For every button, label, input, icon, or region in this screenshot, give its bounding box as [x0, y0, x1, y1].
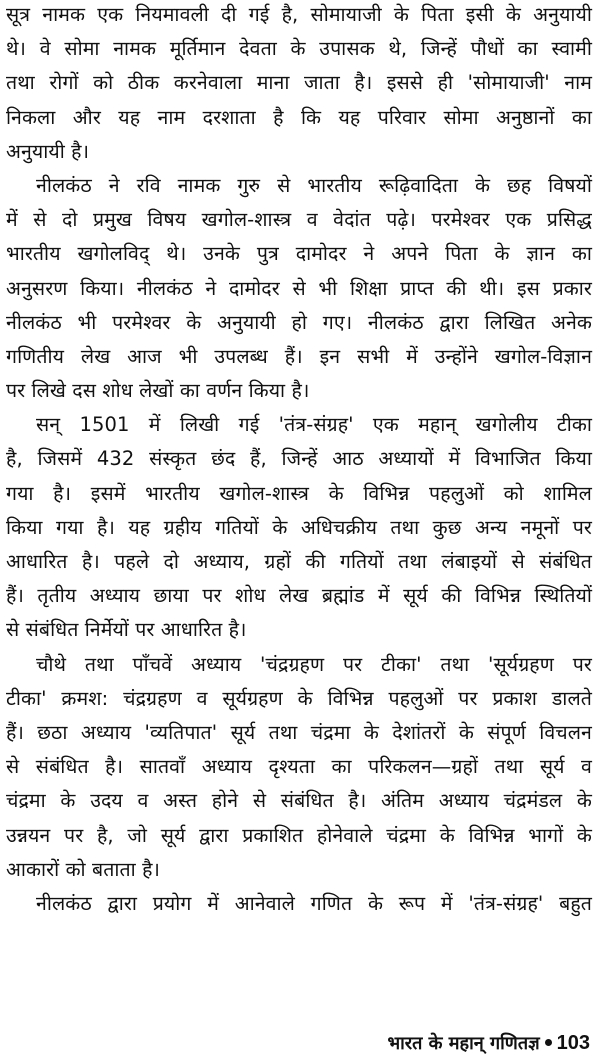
- text-line-11: गणितीय लेख आज भी उपलब्ध हैं। इन सभी में उन्होंने खगोल-विज्ञान: [6, 344, 592, 368]
- text-line-2: थे। वे सोमा नामक मूर्तिमान देवता के उपासक थे, जिन्हें पौधों का स्वामी: [6, 37, 592, 61]
- text-line-21: टीका' क्रमश: चंद्रग्रहण व सूर्यग्रहण के विभिन्न पहलुओं पर प्रकाश डालते: [6, 686, 592, 710]
- text-line-26: आकारों को बताता है।: [6, 857, 161, 881]
- text-line-3: तथा रोगों को ठीक करनेवाला माना जाता है। इससे ही 'सोमायाजी' नाम: [6, 71, 592, 95]
- text-line-4: निकला और यह नाम दरशाता है कि यह परिवार सोमा अनुष्ठानों का: [6, 105, 592, 129]
- running-book-title: भारत के महान् गणितज्ञ: [387, 1033, 540, 1054]
- text-line-12: पर लिखे दस शोध लेखों का वर्णन किया है।: [6, 379, 310, 403]
- body-text: [6, 0, 592, 921]
- bullet-separator-icon: [545, 1039, 552, 1046]
- text-line-25: उन्नयन पर है, जो सूर्य द्वारा प्रकाशित होनेवाले चंद्रमा के विभिन्न भागों के: [6, 823, 592, 847]
- text-line-8: भारतीय खगोलविद् थे। उनके पुत्र दामोदर ने अपने पिता के ज्ञान का: [6, 242, 592, 266]
- text-line-20: चौथे तथा पाँचवें अध्याय 'चंद्रग्रहण पर टीका' तथा 'सूर्यग्रहण पर: [36, 652, 592, 676]
- text-line-5: अनुयायी है।: [6, 139, 90, 163]
- text-line-6: नीलकंठ ने रवि नामक गुरु से भारतीय रूढ़िवादिता के छह विषयों: [36, 173, 592, 197]
- text-line-17: आधारित है। पहले दो अध्याय, ग्रहों की गतियों तथा लंबाइयों से संबंधित: [6, 550, 592, 573]
- page-footer: [387, 1030, 590, 1057]
- text-line-1: सूत्र नामक एक नियमावली दी गई है, सोमायाजी के पिता इसी के अनुयायी: [6, 3, 592, 26]
- text-line-10: नीलकंठ भी परमेश्वर के अनुयायी हो गए। नीलकंठ द्वारा लिखित अनेक: [6, 310, 592, 334]
- text-line-18: हैं। तृतीय अध्याय छाया पर शोध लेख ब्रह्मांड में सूर्य की विभिन्न स्थितियों: [6, 584, 592, 608]
- text-line-15: गया है। इसमें भारतीय खगोल-शास्त्र के विभिन्न पहलुओं को शामिल: [6, 481, 592, 505]
- text-line-22: हैं। छठा अध्याय 'व्यतिपात' सूर्य तथा चंद्रमा के देशांतरों के संपूर्ण विचलन: [6, 720, 592, 744]
- text-line-24: चंद्रमा के उदय व अस्त होने से संबंधित है। अंतिम अध्याय चंद्रमंडल के: [6, 789, 592, 813]
- text-line-19: से संबंधित निर्मेयों पर आधारित है।: [6, 618, 247, 642]
- text-line-27: नीलकंठ द्वारा प्रयोग में आनेवाले गणित के रूप में 'तंत्र-संग्रह' बहुत: [36, 891, 592, 915]
- text-line-13: सन् 1501 में लिखी गई 'तंत्र-संग्रह' एक महान् खगोलीय टीका: [36, 413, 592, 437]
- page-number: 103: [556, 1032, 590, 1054]
- text-line-7: में से दो प्रमुख विषय खगोल-शास्त्र व वेदांत पढ़े। परमेश्वर एक प्रसिद्ध: [6, 208, 592, 232]
- text-line-9: अनुसरण किया। नीलकंठ ने दामोदर से भी शिक्षा प्राप्त की थी। इस प्रकार: [6, 276, 592, 300]
- text-line-14: है, जिसमें 432 संस्कृत छंद हैं, जिन्हें आठ अध्यायों में विभाजित किया: [6, 447, 592, 471]
- text-line-16: किया गया है। यह ग्रहीय गतियों के अधिचक्रीय तथा कुछ अन्य नमूनों पर: [6, 515, 592, 539]
- text-line-23: से संबंधित है। सातवाँ अध्याय दृश्यता का परिकलन—ग्रहों तथा सूर्य व: [6, 755, 592, 779]
